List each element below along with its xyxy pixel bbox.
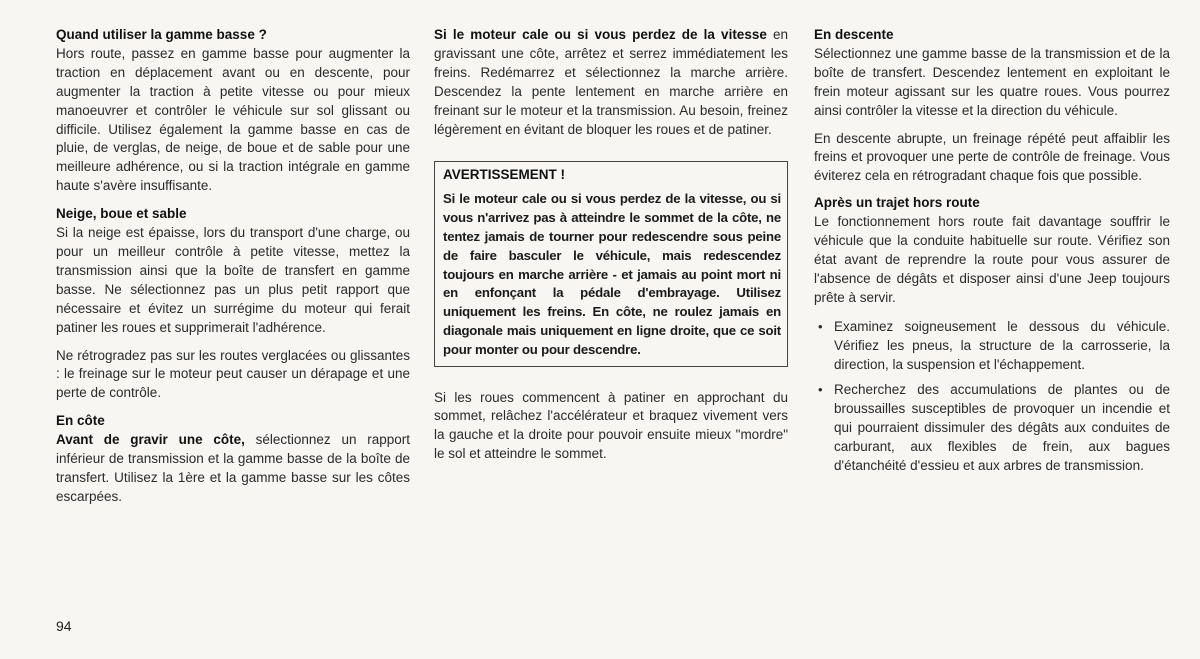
bullet-icon: • [818,382,823,398]
column-right [814,26,1170,483]
paragraph-hill [56,431,410,507]
warning-box [434,161,788,366]
paragraph-hill-rest: sélectionnez un rapport inférieur de transmission et la gamme basse de la boîte de transfert. Utilisez la 1ère et la gamme basse sur les côtes escarpées. [56,432,410,504]
column-middle [434,26,788,464]
heading-after-offroad: Après un trajet hors route [814,195,980,211]
paragraph-low-range: Hors route, passez en gamme basse pour augmenter la traction en déplacement avant ou en descente, pour augmenter la traction à petite vitesse ou pour mieux manoeuvrer et contrôler le véhicule sur sol glissant ou difficile. Utilisez également la gamme basse en cas de pluie, de verglas, de neige, de boue et de sable pour une meilleure adhérence, ou si la traction intégrale en gamme haute s'avère insuffisante. [56,45,410,194]
paragraph-snow-mud-sand: Si la neige est épaisse, lors du transport d'une charge, ou pour un meilleur contrôle à petite vitesse, mettez la transmission ainsi que la boîte de transfert en gamme basse. Ne sélectionnez pas un plus petit rapport que nécessaire et évitez un surrégime du moteur qui ferait patiner les roues et supprimerait l'adhérence. [56,225,410,335]
paragraph-after-offroad: Le fonctionnement hors route fait davantage souffrir le véhicule que la conduite habituelle sur route. Vérifiez son état avant de reprendre la route pour vous assurer de l'absence de dégâts et disposer ainsi d'une Jeep toujours prête à servir. [814,214,1170,305]
paragraph-engine-stall-rest: en gravissant une côte, arrêtez et serrez immédiatement les freins. Redémarrez et sélectionnez la marche arrière. Descendez la pente lentement en marche arrière en freinant sur le moteur et la transmission. Au besoin, freinez légèrement en évitant de bloquer les roues et de patiner. [434,27,788,137]
heading-hill: En côte [56,413,105,429]
heading-descent: En descente [814,27,894,42]
column-left [56,26,410,507]
warning-text: Si le moteur cale ou si vous perdez de la vitesse, ou si vous n'arrivez pas à atteindre le sommet de la côte, ne tentez jamais de tourner pour redescendre sous peine de faire basculer le véhicule, mais redescendez toujours en marche arrière - et jamais au point mort ni en enfonçant la pédale d'embrayage. Utilisez uniquement les freins. En côte, ne roulez jamais en diagonale mais uniquement en ligne droite, que ce soit pour monter ou pour descendre. [443,191,781,357]
list-item-text: Recherchez des accumulations de plantes ou de broussailles susceptibles de provoquer un incendie et qui pourraient dissimuler des dégâts aux conduites de carburant, aux flexibles de frein, aux bagues d'étanchéité d'essieu et aux arbres de transmission. [834,382,1170,474]
list-item [814,381,1170,476]
paragraph-wheel-spin: Si les roues commencent à patiner en approchant du sommet, relâchez l'accélérateur et braquez vivement vers la gauche et la droite pour pouvoir ensuite mieux "mordre" le sol et atteindre le sommet. [434,389,788,462]
paragraph-hill-lead: Avant de gravir une côte, [56,432,245,448]
paragraph-engine-stall [434,26,788,139]
list-item [814,318,1170,375]
paragraph-steep-descent: En descente abrupte, un freinage répété peut affaiblir les freins et provoquer une perte de contrôle de freinage. Vous éviterez cela en rétrogradant chaque fois que possible. [814,130,1170,184]
page-number: 94 [56,618,72,634]
paragraph-engine-stall-lead: Si le moteur cale ou si vous perdez de la vitesse [434,27,767,42]
list-item-text: Examinez soigneusement le dessous du véhicule. Vérifiez les pneus, la structure de la carrosserie, la direction, la suspension et l'échappement. [834,318,1170,372]
warning-title: AVERTISSEMENT ! [443,167,566,183]
paragraph-descent: Sélectionnez une gamme basse de la transmission et de la boîte de transfert. Descendez lentement en exploitant le frein moteur agissant sur les quatre roues. Vous pourrez ainsi contrôler la vitesse et la direction du véhicule. [814,45,1170,118]
bullet-icon: • [818,318,823,334]
checklist [814,318,1170,476]
paragraph-downshift-warning: Ne rétrogradez pas sur les routes verglacées ou glissantes : le freinage sur le moteur peut causer un dérapage et une perte de contrôle. [56,347,410,401]
heading-low-range: Quand utiliser la gamme basse ? [56,27,267,42]
heading-snow-mud-sand: Neige, boue et sable [56,206,187,222]
